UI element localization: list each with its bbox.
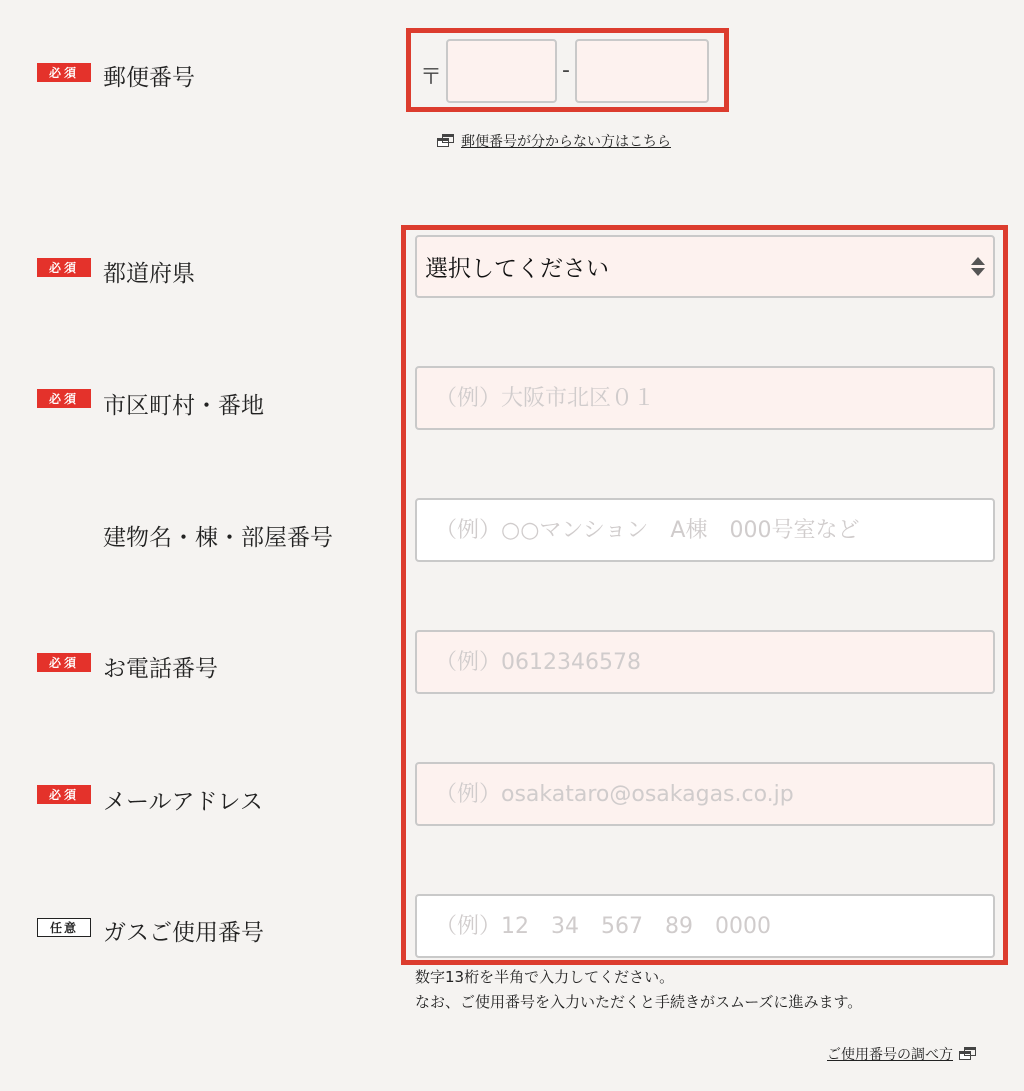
postal-code-first-input[interactable] — [446, 39, 557, 103]
email-input[interactable] — [415, 762, 995, 826]
phone-input[interactable] — [415, 630, 995, 694]
gas-number-lookup-link[interactable] — [827, 1044, 977, 1064]
city-input[interactable] — [415, 366, 995, 430]
required-badge: 必須 — [37, 653, 91, 672]
city-label: 市区町村・番地 — [103, 393, 264, 419]
gas-number-lookup-link-text: ご使用番号の調べ方 — [827, 1047, 953, 1063]
required-badge: 必須 — [37, 389, 91, 408]
building-label: 建物名・棟・部屋番号 — [103, 525, 333, 551]
gas-number-input[interactable] — [415, 894, 995, 958]
postal-code-second-input[interactable] — [575, 39, 709, 103]
postal-code-label: 郵便番号 — [103, 65, 195, 91]
prefecture-selected-value: 選択してください — [425, 256, 609, 282]
optional-badge: 任意 — [37, 918, 91, 937]
prefecture-label: 都道府県 — [103, 261, 195, 287]
gas-number-label: ガスご使用番号 — [103, 920, 264, 946]
postal-lookup-link-text: 郵便番号が分からない方はこちら — [461, 134, 671, 150]
new-window-icon — [437, 134, 455, 148]
select-updown-icon — [971, 257, 985, 277]
prefecture-select[interactable] — [415, 235, 995, 298]
postal-code-dash: - — [562, 58, 570, 83]
required-badge: 必須 — [37, 63, 91, 82]
required-badge: 必須 — [37, 258, 91, 277]
required-badge: 必須 — [37, 785, 91, 804]
new-window-icon — [959, 1047, 977, 1061]
postal-mark: 〒 — [420, 65, 443, 90]
gas-number-note-line1: 数字13桁を半角で入力してください。 — [415, 968, 675, 986]
address-highlight-box — [401, 225, 1008, 965]
email-label: メールアドレス — [103, 789, 263, 815]
building-input[interactable] — [415, 498, 995, 562]
phone-label: お電話番号 — [103, 656, 218, 682]
postal-lookup-link[interactable] — [437, 131, 671, 151]
gas-number-note-line2: なお、ご使用番号を入力いただくと手続きがスムーズに進みます。 — [415, 993, 863, 1011]
